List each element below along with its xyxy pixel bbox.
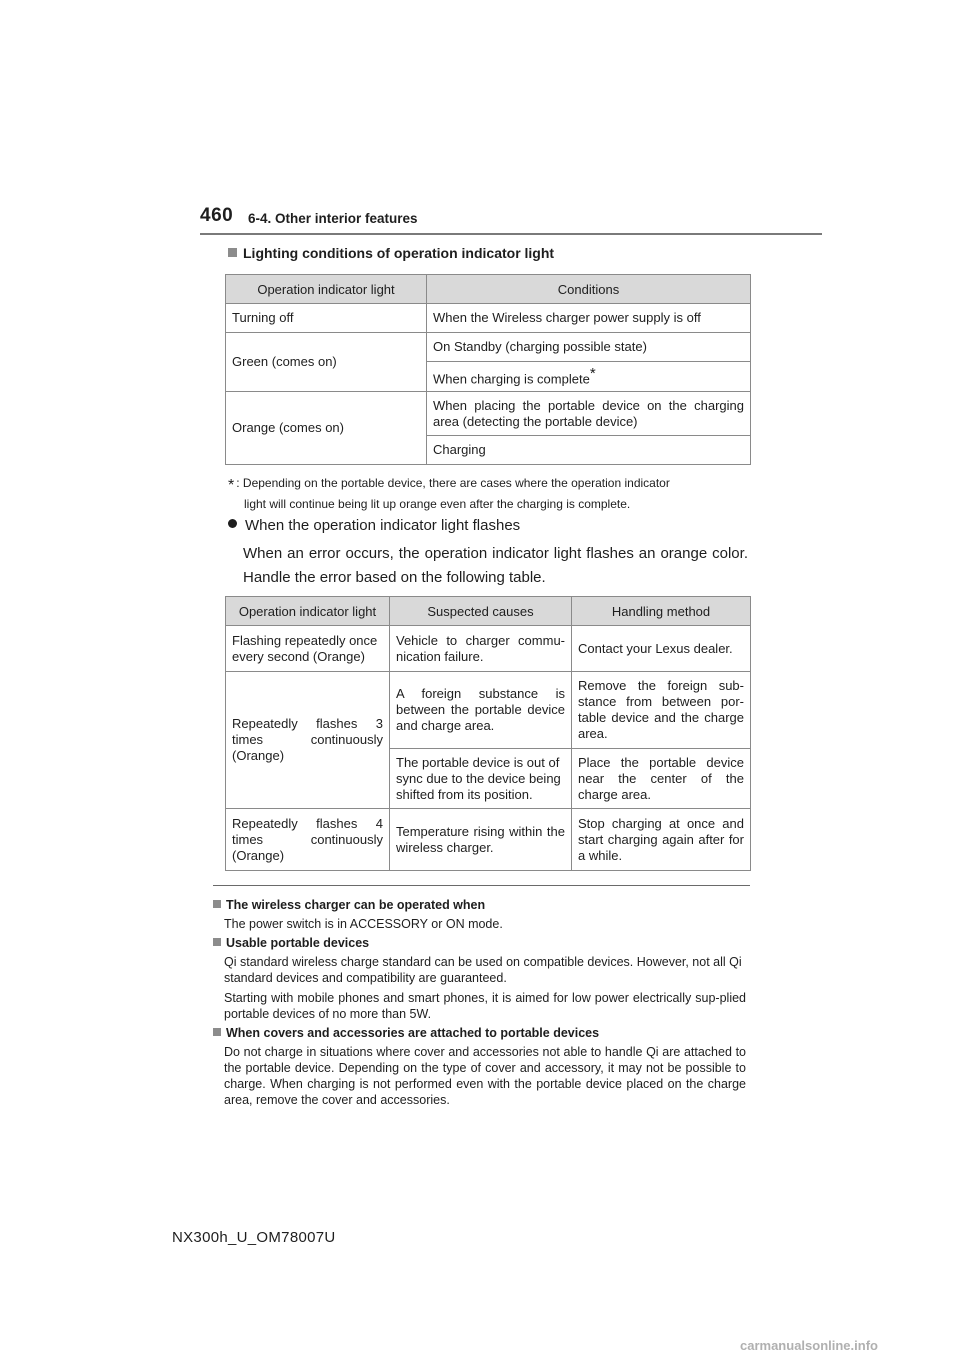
notes-divider: [213, 885, 750, 886]
table-row: [226, 626, 751, 672]
table-header-row: [226, 597, 751, 626]
table-row: [226, 809, 751, 871]
note-paragraph: Starting with mobile phones and smart phones, it is aimed for low power electrically sup-plied portable devices of no more than 5W.: [224, 991, 746, 1021]
note-title: [213, 898, 746, 912]
table-header-row: [226, 275, 751, 304]
note-title-text: Usable portable devices: [226, 936, 370, 950]
square-bullet-icon: [213, 938, 221, 946]
light-cell: Turning off: [226, 304, 427, 333]
table-row: [226, 304, 751, 333]
footnote-star: *: [228, 477, 235, 494]
light-cell: Flashing repeatedly once every second (Orange): [226, 626, 390, 672]
notes-section: [213, 895, 746, 1112]
flashing-description: When an error occurs, the operation indicator light flashes an orange color. Handle the error based on the following table.: [243, 545, 748, 586]
note-title: [213, 936, 746, 950]
flashing-bullet: [228, 517, 520, 534]
square-bullet-icon: [228, 248, 237, 257]
footnote-line2: light will continue being lit up orange even after the charging is complete.: [244, 497, 631, 511]
method-cell: Contact your Lexus dealer.: [572, 626, 751, 672]
light-cell: Green (comes on): [226, 333, 427, 392]
condition-text: When charging is complete: [433, 371, 590, 387]
condition-cell: When placing the portable device on the charging area (detecting the portable device): [427, 392, 751, 436]
light-cell: Repeatedly flashes 4 times continuously (Orange): [226, 809, 390, 871]
method-cell: Place the portable device near the center of the charge area.: [572, 749, 751, 809]
footnote-line1: : Depending on the portable device, there are cases where the operation indicator: [236, 476, 670, 490]
table-row: [226, 333, 751, 362]
lighting-conditions-heading: [228, 245, 554, 261]
lighting-conditions-table: [225, 274, 751, 465]
note-paragraph: Qi standard wireless charge standard can be used on compatible devices. However, not all Qi standard devices and compatibility are guaranteed.: [224, 955, 742, 985]
note-paragraph: The power switch is in ACCESSORY or ON mode.: [224, 917, 503, 931]
header-rule: [200, 233, 822, 235]
note-title: [213, 1026, 746, 1040]
note-paragraph: Do not charge in situations where cover and accessories not able to handle Qi are attached to the portable device. Depending on the type of cover and accessory, it may not be possible to charge. When charging is not performed even with the portable device placed on the charge area, remove the cover and accessories.: [224, 1045, 746, 1107]
condition-cell: Charging: [427, 436, 751, 465]
square-bullet-icon: [213, 900, 221, 908]
column-header: Handling method: [572, 597, 751, 626]
heading-text: Lighting conditions of operation indicator light: [243, 245, 555, 261]
note-title-text: When covers and accessories are attached to portable devices: [226, 1026, 600, 1040]
flashing-error-table: [225, 596, 751, 871]
bullet-dot-icon: [228, 519, 237, 528]
footnote-mark: *: [589, 365, 596, 382]
table-row: [226, 392, 751, 436]
watermark: carmanualsonline.info: [740, 1338, 878, 1353]
note-title-text: The wireless charger can be operated when: [226, 898, 486, 912]
bullet-text: When the operation indicator light flashes: [245, 517, 521, 534]
column-header: Suspected causes: [390, 597, 572, 626]
page-number: 460: [200, 205, 234, 226]
cause-cell: Temperature rising within the wireless charger.: [390, 809, 572, 871]
table-row: [226, 672, 751, 749]
method-cell: Remove the foreign sub-stance from between por-table device and the charge area.: [572, 672, 751, 749]
light-cell: Orange (comes on): [226, 392, 427, 465]
cause-cell: A foreign substance is between the portable device and charge area.: [390, 672, 572, 749]
condition-cell: [427, 362, 751, 392]
column-header: Operation indicator light: [226, 275, 427, 304]
cause-cell: The portable device is out of sync due to the device being shifted from its position.: [390, 749, 572, 809]
method-cell: Stop charging at once and start charging again after for a while.: [572, 809, 751, 871]
square-bullet-icon: [213, 1028, 221, 1036]
cause-cell: Vehicle to charger commu-nication failure.: [390, 626, 572, 672]
column-header: Conditions: [427, 275, 751, 304]
page-header: [0, 0, 960, 240]
document-code: NX300h_U_OM78007U: [172, 1229, 336, 1246]
section-title: 6-4. Other interior features: [248, 211, 418, 226]
condition-cell: When the Wireless charger power supply is off: [427, 304, 751, 333]
footnote: [228, 474, 746, 514]
light-cell: Repeatedly flashes 3 times continuously (Orange): [226, 672, 390, 809]
column-header: Operation indicator light: [226, 597, 390, 626]
condition-cell: On Standby (charging possible state): [427, 333, 751, 362]
